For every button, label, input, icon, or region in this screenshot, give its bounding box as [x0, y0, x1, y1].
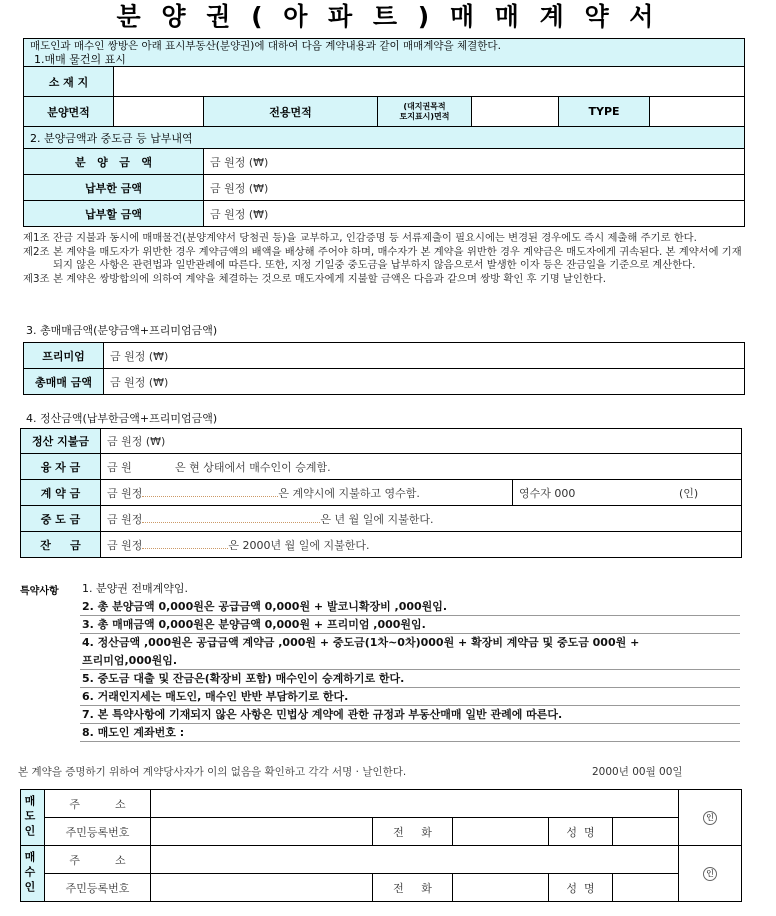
special-item-6: 6. 거래인지세는 매도인, 매수인 반반 부담하기로 한다. [80, 688, 740, 706]
clause-1-num: 제1조 [23, 232, 50, 244]
settle-label: 정산 지불금 [21, 429, 101, 454]
buyer-cell [21, 846, 45, 902]
deposit-seal: (인) [679, 486, 699, 500]
sale-amount-value[interactable]: 금 원정 (₩) [204, 149, 745, 175]
total-price-table [23, 342, 745, 395]
section1-heading: 1.매매 물건의 표시 [34, 52, 126, 66]
intro-text: 매도인과 매수인 쌍방은 아래 표시부동산(분양권)에 대하여 다음 계약내용과 같이 매매계약을 체결한다. [30, 39, 501, 52]
seller-seal: 인 [703, 811, 717, 825]
loan-prefix: 금 원 [107, 460, 132, 474]
balance-blank [142, 548, 228, 549]
special-item-4: 4. 정산금액 ,000원은 공급금액 계약금 ,000원 + 중도금(1차~0차)000원 + 확장비 계약금 및 중도금 000원 + [82, 636, 640, 649]
buyer-address-value[interactable] [151, 846, 679, 874]
clauses [23, 232, 748, 287]
seller-name-value[interactable] [613, 818, 679, 846]
location-label: 소 재 지 [24, 67, 114, 97]
type-label: TYPE [559, 97, 650, 127]
section4-heading: 4. 정산금액(납부한금액+프리미엄금액) [26, 412, 218, 425]
document-title: 분 양 권 ( 아 파 트 ) 매 매 계 약 서 [116, 2, 660, 31]
total-price-value[interactable]: 금 원정 (₩) [104, 369, 745, 395]
premium-value[interactable]: 금 원정 (₩) [104, 343, 745, 369]
middle-label: 중 도 금 [21, 506, 101, 532]
buyer-seal-cell [679, 846, 742, 902]
seller-seal-cell [679, 790, 742, 846]
special-item-7: 7. 본 특약사항에 기재되지 않은 사항은 민법상 계약에 관한 규정과 부동산매매 일반 관례에 따른다. [80, 706, 740, 724]
clause-2-num: 제2조 [23, 246, 50, 258]
seller-cell [21, 790, 45, 846]
land-right-area-value[interactable] [472, 97, 559, 127]
seller-name-label: 성 명 [549, 818, 613, 846]
buyer-phone-value[interactable] [453, 874, 549, 902]
clause-3 [23, 273, 748, 286]
special-item-2: 2. 총 분양금액 0,000원은 공급금액 0,000원 + 발코니확장비 ,000원임. [80, 598, 740, 616]
special-list [80, 580, 740, 742]
special-item-3: 3. 총 매매금액 0,000원은 분양금액 0,000원 + 프리미엄 ,000원임. [80, 616, 740, 634]
clause-3-num: 제3조 [23, 273, 50, 285]
deposit-blank [142, 496, 278, 497]
intro-cell [24, 39, 745, 67]
buyer-phone-label: 전 화 [373, 874, 453, 902]
clause-1-text: 잔금 지불과 동시에 매매물건(분양계약서 당첨권 등)을 교부하고, 인감증명 등 서류제출이 필요시에는 변경된 경우에도 즉시 제출해 주기로 한다. [53, 232, 697, 244]
type-value[interactable] [650, 97, 745, 127]
paid-amount-value[interactable]: 금 원정 (₩) [204, 175, 745, 201]
paid-amount-label: 납부한 금액 [24, 175, 204, 201]
balance-value[interactable] [101, 532, 742, 558]
seller-phone-label: 전 화 [373, 818, 453, 846]
buyer-name-label: 성 명 [549, 874, 613, 902]
to-pay-amount-value[interactable]: 금 원정 (₩) [204, 201, 745, 227]
land-right-label-line1: (대지권목적 [403, 101, 446, 111]
balance-label: 잔 금 [21, 532, 101, 558]
loan-value[interactable] [101, 454, 742, 480]
settle-value[interactable]: 금 원정 (₩) [101, 429, 742, 454]
buyer-name-value[interactable] [613, 874, 679, 902]
land-right-area-label [378, 97, 472, 127]
buyer-seal: 인 [703, 867, 717, 881]
clause-3-text: 본 계약은 쌍방합의에 의하여 계약을 체결하는 것으로 매도자에게 지불할 금액은 다음과 같으며 쌍방 확인 후 기명 날인한다. [53, 273, 606, 285]
to-pay-amount-label: 납부할 금액 [24, 201, 204, 227]
deposit-receiver[interactable] [513, 480, 742, 506]
section2-heading: 2. 분양금액과 중도금 등 납부내역 [24, 127, 745, 149]
premium-label: 프리미엄 [24, 343, 104, 369]
middle-prefix: 금 원정 [107, 512, 143, 526]
location-value[interactable] [114, 67, 745, 97]
deposit-suffix: 은 계약시에 지불하고 영수함. [278, 486, 420, 500]
seller-id-label: 주민등록번호 [45, 818, 151, 846]
seller-phone-value[interactable] [453, 818, 549, 846]
loan-suffix: 은 현 상태에서 매수인이 승계함. [175, 460, 331, 474]
sale-area-label: 분양면적 [24, 97, 114, 127]
special-item-5: 5. 중도금 대출 및 잔금은(확장비 포함) 매수인이 승계하기로 한다. [80, 670, 740, 688]
deposit-receiver-text: 영수자 000 [519, 486, 576, 500]
seller-label: 매도인 [23, 795, 36, 840]
section3-heading: 3. 총매매금액(분양금액+프리미엄금액) [26, 324, 218, 337]
special-item-4-cont: 프리미엄,000원임. [80, 652, 740, 670]
settlement-table [20, 428, 742, 558]
deposit-label: 계 약 금 [21, 480, 101, 506]
sale-area-value[interactable] [114, 97, 204, 127]
exclusive-area-label: 전용면적 [204, 97, 378, 127]
certification-text: 본 계약을 증명하기 위하여 계약당사자가 이의 없음을 확인하고 각각 서명 · 날인한다. [18, 766, 407, 778]
middle-blank [142, 522, 320, 523]
land-right-label-line2: 토지표시)면적 [399, 111, 450, 121]
buyer-id-label: 주민등록번호 [45, 874, 151, 902]
balance-suffix: 은 2000년 월 일에 지불한다. [228, 538, 370, 552]
total-price-label: 총매매 금액 [24, 369, 104, 395]
buyer-address-label: 주 소 [45, 846, 151, 874]
seller-id-value[interactable] [151, 818, 373, 846]
special-label: 특약사항 [20, 586, 59, 597]
deposit-prefix: 금 원정 [107, 486, 143, 500]
clause-1 [23, 232, 748, 245]
buyer-id-value[interactable] [151, 874, 373, 902]
middle-value[interactable] [101, 506, 742, 532]
middle-suffix: 은 년 월 일에 지불한다. [320, 512, 434, 526]
sale-amount-label: 분 양 금 액 [24, 149, 204, 175]
contract-date: 2000년 00월 00일 [592, 766, 683, 778]
special-item-8: 8. 매도인 계좌번호 : [80, 724, 740, 742]
clause-2 [23, 246, 748, 272]
parties-table [20, 789, 742, 902]
special-item-1: 1. 분양권 전매계약임. [82, 582, 188, 595]
property-table [23, 38, 745, 227]
clause-2-text: 본 계약을 매도자가 위반한 경우 계약금액의 배액을 배상해 주어야 하며, 매수자가 본 계약을 위반한 경우 계약금은 매도자에게 귀속된다. 본 계약서에 기재되지 않은 사항은 관련법과 일반관례에 따른다. 또한, 지정 기일중 중도금을 납부하지 않음으로서 발생한 이자 등은 잔금일을 기준으로 계산한다. [53, 246, 742, 271]
deposit-value[interactable] [101, 480, 513, 506]
buyer-label: 매수인 [23, 851, 36, 896]
seller-address-value[interactable] [151, 790, 679, 818]
loan-label: 융 자 금 [21, 454, 101, 480]
seller-address-label: 주 소 [45, 790, 151, 818]
balance-prefix: 금 원정 [107, 538, 143, 552]
